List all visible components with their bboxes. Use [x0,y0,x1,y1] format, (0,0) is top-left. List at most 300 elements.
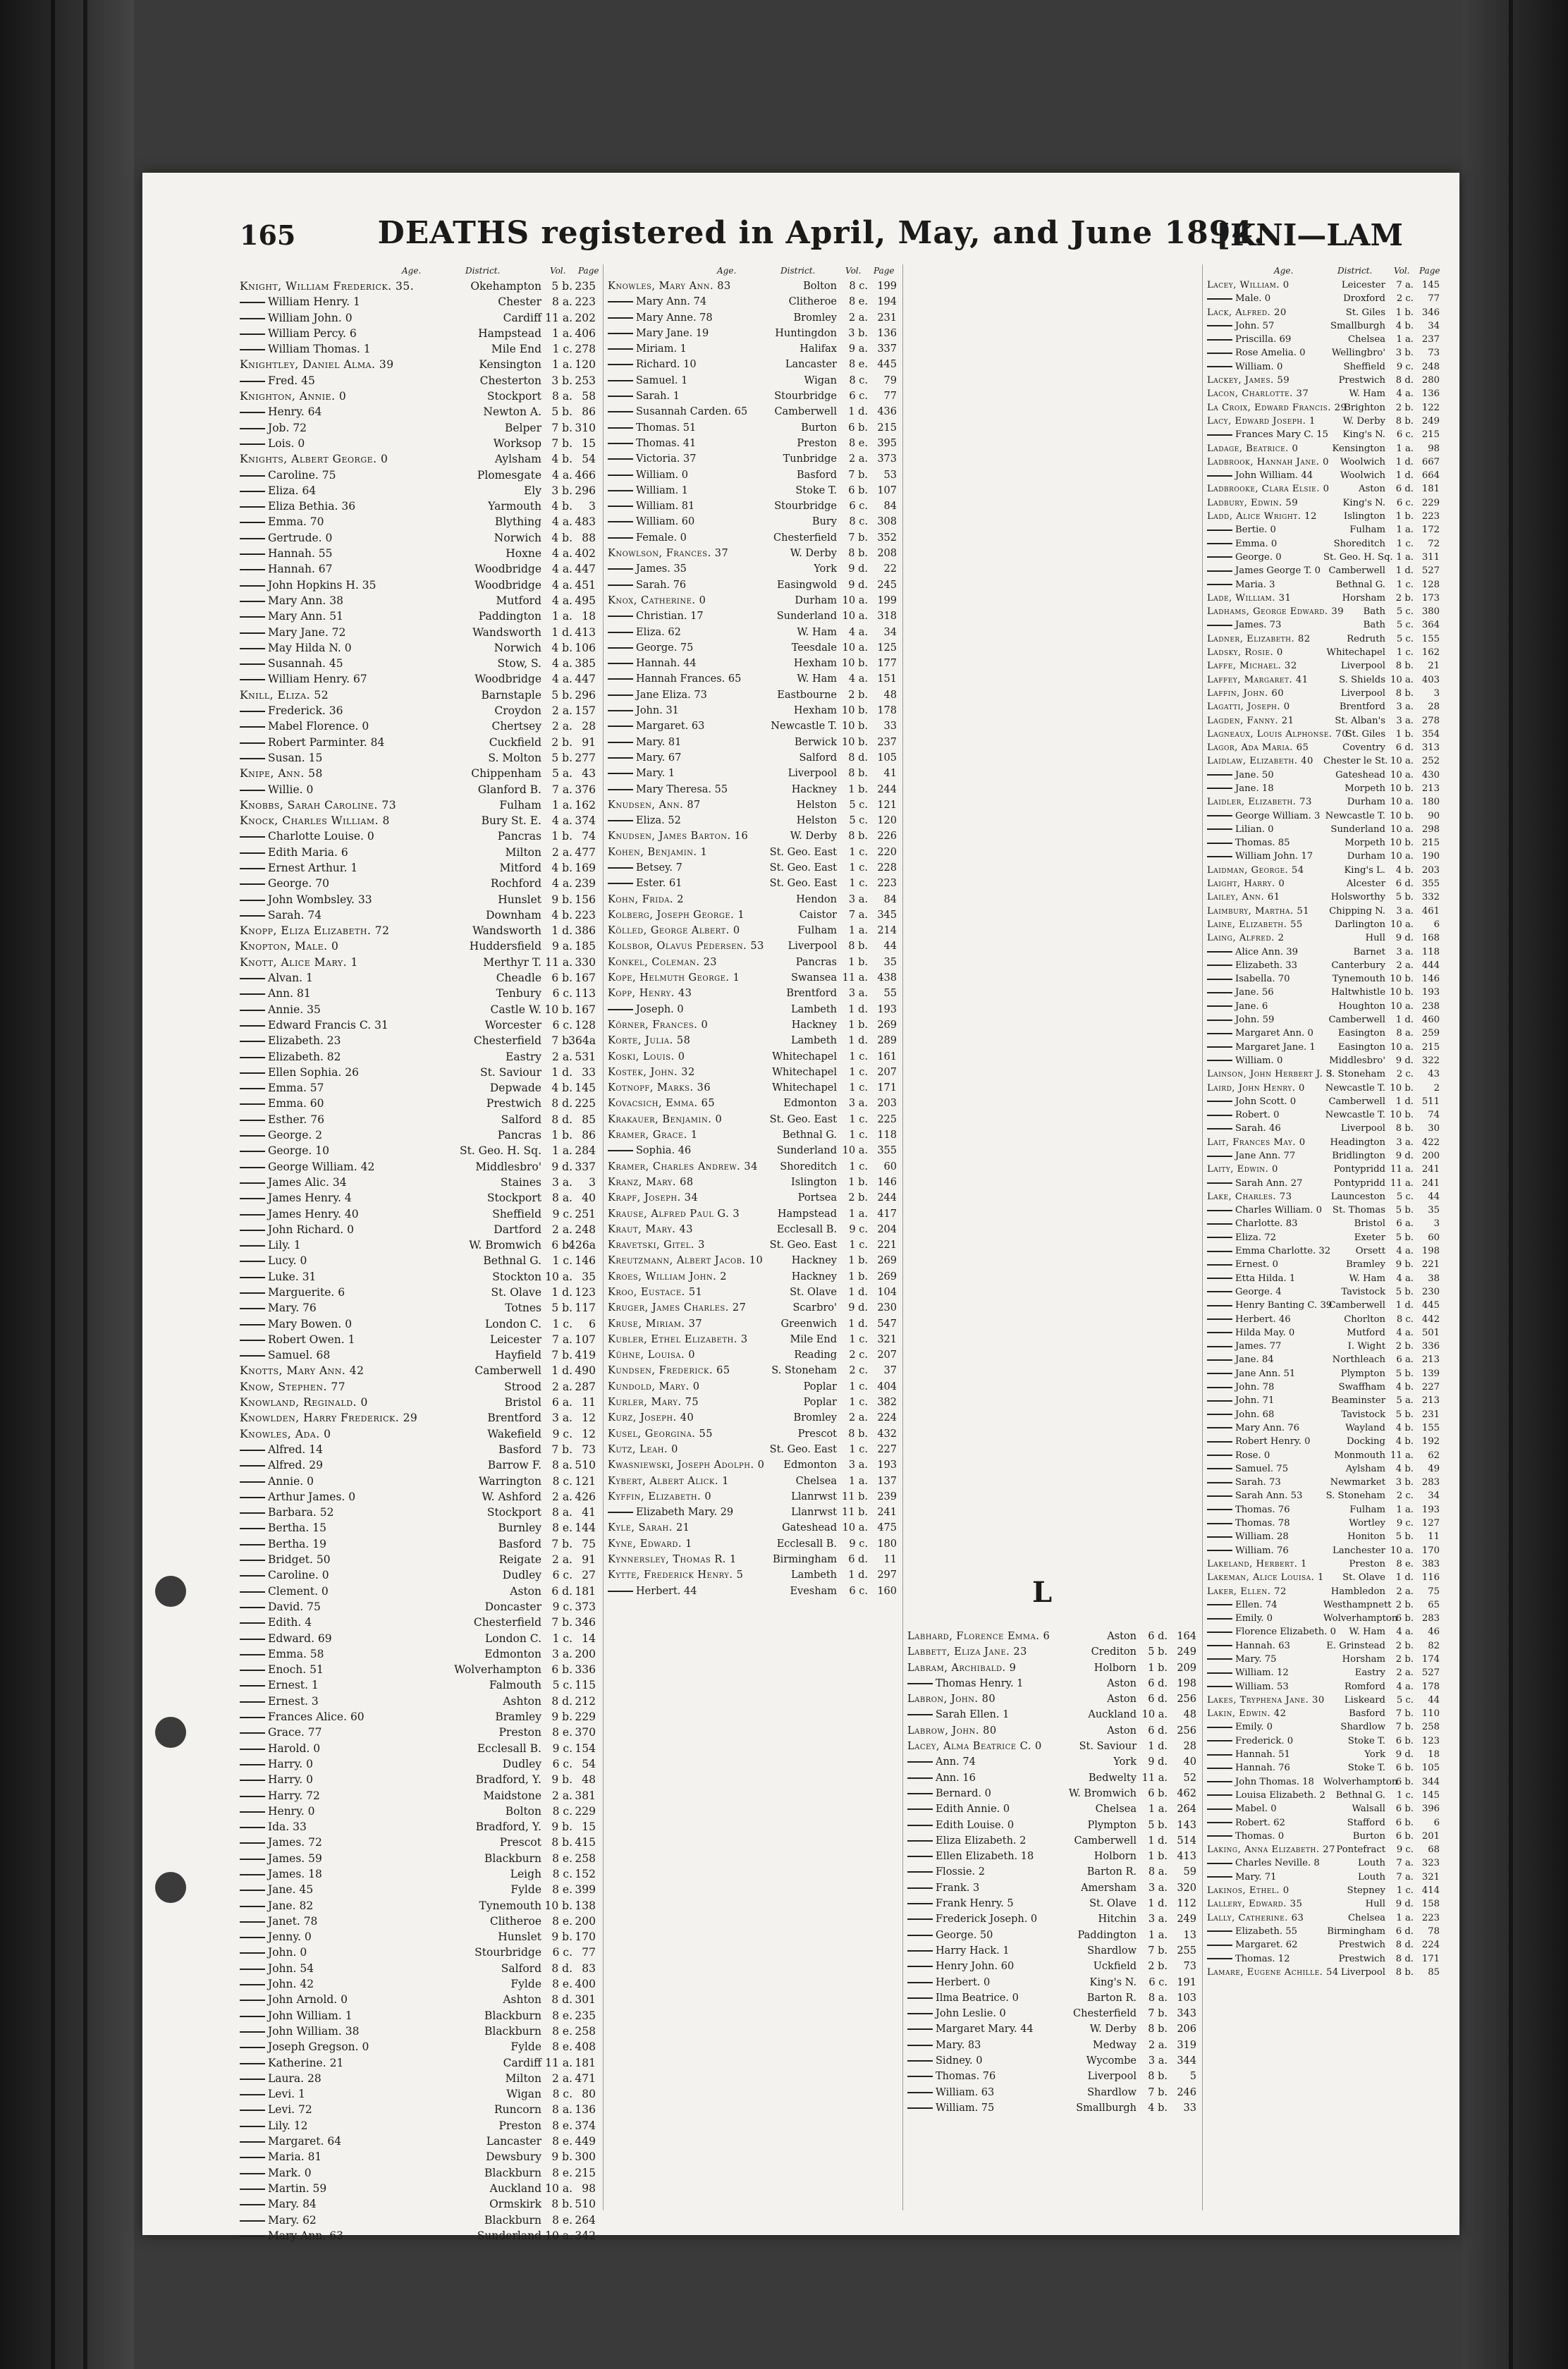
entry-district: Edmonton [783,1098,837,1110]
register-entry [1207,1680,1440,1694]
register-entry [1207,1639,1440,1653]
entry-district: Prestwich [486,1097,541,1110]
register-entry [240,1410,596,1426]
page-header [240,215,1403,255]
ditto-dash [1207,543,1232,544]
entry-district: Birmingham [1327,1926,1385,1937]
entry-name [1207,469,1323,482]
entry-volume: 8 b. [1148,2071,1168,2083]
entry-page: 213 [1421,1354,1440,1366]
register-entry [1207,1707,1440,1720]
ditto-dash [608,427,633,429]
ditto-dash [1207,1115,1232,1116]
ditto-dash [240,883,265,885]
ditto-dash [1207,529,1232,531]
entry-page: 235 [575,2009,596,2022]
entry-page: 181 [1421,484,1440,495]
entry-name-text: Sidney. 0 [936,2055,983,2067]
entry-page: 128 [575,1018,596,1032]
entry-name-text: James. 59 [268,1851,322,1865]
entry-district: Sunderland [1330,824,1385,835]
entry-name [240,2008,451,2024]
entry-page: 2 [1433,1082,1440,1094]
entry-volume: 2 a. [1396,1667,1414,1679]
entry-volume: 9 c. [552,1741,572,1755]
entry-volume: 6 b. [551,1663,572,1677]
register-entry [1207,1748,1440,1761]
entry-page: 462 [1177,1787,1196,1799]
ditto-dash [1207,1373,1232,1374]
entry-name [1207,1299,1333,1312]
entry-volume: 4 b. [1395,1436,1414,1447]
ditto-dash [608,333,633,334]
entry-district: Wandsworth [472,924,541,938]
entry-name-text: Joseph Gregson. 0 [268,2040,369,2054]
register-entry [608,1316,897,1332]
entry-name-text: Ladhams, George Edward. 39 [1207,606,1345,618]
ditto-dash [240,1261,265,1262]
register-entry [240,1945,596,1960]
entry-page: 3 [1433,687,1440,699]
entry-name-text: Kramer, Charles Andrew. 34 [608,1161,758,1173]
entry-district: Hackney [791,1255,837,1267]
entry-name-text: Mary Jane. 72 [268,625,346,639]
register-entry [907,1629,1196,1644]
entry-volume: 10 a. [842,611,868,623]
ditto-dash [1207,1318,1232,1320]
register-entry [608,1285,897,1300]
entry-name [907,1754,1066,1770]
entry-page: 215 [1421,838,1440,849]
entry-name-text: Mary. 75 [1235,1653,1277,1665]
entry-volume: 9 a. [848,343,868,355]
entry-page: 103 [1177,1992,1196,2004]
register-entry [608,986,897,1001]
entry-name-text: Knudsen, Ann. 87 [608,799,701,811]
entry-page: 11 [582,1396,596,1409]
ditto-dash [240,915,265,917]
ditto-dash [240,679,265,680]
entry-name-text: Lainson, John Herbert J. 3 [1207,1069,1333,1080]
register-entry [1207,374,1440,387]
register-entry [1207,1720,1440,1734]
entry-page: 381 [575,1789,596,1802]
ditto-dash [240,1465,265,1467]
entry-volume: 6 c. [552,1946,572,1959]
entry-district: Camberwell [1328,1300,1385,1311]
ditto-dash [240,1701,265,1703]
register-entry [240,1489,596,1505]
entry-name [240,1159,451,1175]
entry-name-text: John Wombsley. 33 [268,893,372,906]
entry-name-text: Körner, Frances. 0 [608,1019,709,1031]
entry-page: 215 [575,2166,596,2179]
entry-volume: 9 b. [551,893,572,906]
entry-name [1207,278,1323,292]
register-entry [240,845,596,860]
entry-district: Ecclesall B. [477,1741,541,1755]
entry-name [1207,1177,1323,1190]
entry-volume: 9 b. [551,1820,572,1834]
register-entry [907,1723,1196,1739]
entry-name-text: Barbara. 52 [268,1506,334,1519]
entry-district: Auckland [489,2181,541,2195]
entry-page: 510 [575,2198,596,2211]
entry-district: Chesterton [479,374,541,387]
entry-name-text: Kostek, John. 32 [608,1066,695,1078]
register-entry [240,1677,596,1693]
entry-name [240,1772,451,1787]
entry-name-text: Janet. 78 [268,1914,318,1928]
entry-district: Whitechapel [772,1066,837,1078]
entry-name-text: Victoria. 37 [636,453,697,465]
entry-name-text: Fred. 45 [268,374,315,387]
register-entry [1207,1952,1440,1966]
entry-name [608,671,766,687]
entry-district: Bridlington [1332,1151,1385,1161]
entry-district: Stoke T. [1347,1763,1385,1774]
entry-volume: 1 c. [552,1317,572,1330]
entry-district: King's N. [1089,1976,1137,1988]
entry-name-text: James George T. 0 [1235,565,1321,577]
entry-name-text: Lois. 0 [268,436,305,450]
entry-name-text: Jane. 6 [1235,1000,1268,1012]
entry-name-text: Lakinos, Ethel. 0 [1207,1885,1290,1897]
register-entry [1207,1258,1440,1271]
entry-name [240,436,451,451]
entry-page: 84 [883,893,897,905]
ditto-dash [907,2060,933,2062]
entry-name-text: Sarah Ann. 27 [1235,1177,1303,1189]
entry-page: 238 [1421,1000,1440,1012]
entry-name-text: Lakes, Tryphena Jane. 30 [1207,1694,1325,1706]
register-entry [240,828,596,844]
entry-district: Birmingham [773,1554,837,1566]
register-entry [1207,346,1440,360]
entry-page: 547 [877,1318,897,1330]
ditto-dash [1207,1754,1232,1756]
entry-district: Norwich [494,531,541,544]
entry-volume: 6 d. [1395,484,1414,495]
entry-volume: 6 b. [848,484,868,496]
ditto-dash [1207,1604,1232,1605]
register-entry [1207,700,1440,714]
entry-name-text: Herbert. 0 [936,1976,991,1988]
entry-volume: 11 a. [1390,1177,1414,1189]
entry-page: 115 [575,1679,596,1692]
entry-name [240,1819,451,1835]
entry-name-text: Thomas. 12 [1235,1953,1290,1964]
register-entry [1207,1789,1440,1802]
entry-name [240,2149,451,2165]
entry-page: 34 [1428,320,1440,331]
entry-volume: 1 d. [1148,1898,1168,1910]
ditto-dash [240,1654,265,1655]
register-entry [1207,1122,1440,1135]
entry-volume: 8 e. [552,2119,572,2132]
entry-page: 146 [575,1254,596,1268]
entry-name [1207,564,1323,577]
register-entry [1207,1557,1440,1571]
entry-name-text: Lait, Frances May. 0 [1207,1137,1306,1148]
entry-district: Exeter [1354,1232,1385,1243]
register-entry [240,1646,596,1662]
ditto-dash [608,757,633,759]
entry-page: 90 [1428,810,1440,821]
entry-district: Mile End [491,343,541,356]
entry-name [608,860,766,876]
entry-district: Horsham [1342,1653,1385,1665]
entry-name [608,1017,766,1033]
entry-name [1207,1775,1323,1789]
entry-name-text: Lackey, James. 59 [1207,375,1290,386]
column-heading-vol: Vol. [1394,266,1410,276]
entry-name-text: Laidler, Elizabeth. 73 [1207,797,1312,808]
entry-page: 264 [575,2213,596,2227]
ditto-dash [240,2220,265,2222]
ditto-dash [240,1544,265,1545]
entry-district: Cheadle [496,972,541,985]
register-entry [608,892,897,907]
entry-name-text: Bertha. 15 [268,1522,327,1535]
entry-district: Pancras [497,1129,541,1142]
entry-district: Hendon [796,893,837,905]
ditto-dash [608,678,633,680]
register-entry [1207,1598,1440,1612]
entry-district: S. Stoneham [771,1365,837,1377]
entry-page: 98 [1428,443,1440,454]
entry-district: Kensington [1332,443,1385,454]
entry-district: Paddington [478,610,541,623]
entry-name [240,498,451,514]
register-entry [240,483,596,498]
entry-page: 527 [1421,1667,1440,1679]
entry-page: 419 [575,1349,596,1362]
entry-volume: 9 d. [848,579,868,591]
entry-name-text: George. 10 [268,1144,329,1158]
entry-page: 426a [568,1239,596,1252]
entry-volume: 1 a. [1396,1912,1414,1923]
entry-name-text: William Thomas. 1 [268,343,371,356]
entry-page: 364a [568,1034,596,1048]
entry-name-text: Knill, Eliza. 52 [240,688,329,702]
entry-volume: 10 a. [1390,1041,1414,1053]
ditto-dash [608,742,633,743]
entry-name-text: John. 71 [1235,1395,1275,1407]
entry-name-text: Jane Ann. 51 [1235,1368,1296,1379]
entry-district: Lancaster [486,2135,541,2148]
entry-name [240,782,451,797]
entry-name-text: Thomas. 76 [936,2071,996,2083]
register-entry [1207,428,1440,441]
entry-district: Milton [505,845,541,859]
register-entry [240,357,596,372]
entry-district: St. Geo. East [769,846,837,858]
entry-page: 404 [877,1381,897,1392]
entry-name-text: James. 35 [636,563,687,575]
entry-volume: 10 b. [544,1003,572,1016]
entry-district: Pancras [795,956,837,968]
entry-page: 373 [877,453,897,465]
entry-page: 54 [582,453,596,466]
entry-name-text: Mary. 81 [636,736,682,748]
entry-volume: 5 c. [1396,1191,1414,1202]
register-entry [608,876,897,891]
entry-name [1207,659,1323,673]
entry-page: 6 [1433,919,1440,930]
entry-page: 122 [1421,402,1440,413]
entry-name [240,1332,451,1347]
entry-volume: 7 b. [551,1537,572,1550]
entry-name [907,1707,1066,1722]
entry-district: York [1364,1749,1385,1761]
entry-district: Sheffield [492,1207,541,1220]
entry-district: Bury [811,516,837,528]
entry-page: 41 [883,768,897,780]
entry-district: Beaminster [1331,1395,1385,1407]
register-entry [1207,1476,1440,1489]
entry-page: 298 [1421,824,1440,835]
register-entry [240,1112,596,1127]
entry-district: Plomesgate [477,468,541,482]
ditto-dash [608,411,633,412]
entry-page: 207 [877,1066,897,1078]
entry-page: 174 [1421,1653,1440,1665]
entry-name [608,923,766,938]
entry-volume: 5 c. [849,799,868,811]
register-entry [240,2039,596,2055]
entry-name-text: John Richard. 0 [268,1223,355,1236]
entry-name [240,703,451,718]
register-entry [1207,482,1440,496]
register-entry [240,1567,596,1583]
ditto-dash [240,2110,265,2111]
entry-page: 65 [1428,1599,1440,1610]
entry-name-text: Jane. 50 [1235,769,1274,781]
entry-page: 214 [877,925,897,937]
ditto-dash [1207,570,1232,572]
entry-page: 157 [575,704,596,718]
entry-page: 127 [1421,1518,1440,1529]
entry-name-text: Susannah. 45 [268,657,343,671]
entry-volume: 8 a. [552,1459,572,1472]
entry-district: Hull [1365,933,1385,944]
entry-district: Fulham [1349,525,1385,536]
entry-volume: 9 d. [848,1302,868,1314]
entry-name-text: Maria. 81 [268,2150,322,2164]
register-entry [1207,333,1440,346]
entry-volume: 10 a. [1390,797,1414,808]
entry-page: 107 [575,1333,596,1346]
entry-volume: 5 b. [551,688,572,702]
entry-name [1207,673,1323,687]
register-entry [608,1080,897,1096]
entry-volume: 11 a. [1390,1164,1414,1175]
entry-name-text: Esther. 76 [268,1113,324,1126]
register-entry [240,1206,596,1222]
ditto-dash [240,2126,265,2127]
entry-name-text: George. 75 [636,642,694,654]
entry-page: 258 [1421,1722,1440,1733]
entry-page: 527 [1421,565,1440,577]
entry-name [608,1112,766,1127]
entry-volume: 7 b. [1148,2008,1168,2020]
entry-page: 86 [582,1129,596,1142]
ditto-dash [1207,815,1232,816]
entry-district: Liverpool [788,941,837,953]
entry-district: Poplar [803,1381,837,1392]
entry-district: St. Geo. East [769,862,837,874]
ditto-dash [907,1808,933,1810]
entry-district: Camberwell [474,1364,541,1378]
entry-name-text: Kope, Helmuth George. 1 [608,972,740,984]
entry-volume: 8 b. [848,831,868,843]
register-entry [608,1096,897,1111]
entry-volume: 2 a. [552,1490,572,1503]
column-heading-age: Age. [402,266,422,276]
entry-name [907,2038,1066,2053]
entry-district: Leicester [489,1333,541,1346]
entry-name [1207,1313,1323,1326]
entry-volume: 8 e. [552,2166,572,2179]
entry-volume: 5 c. [1396,1694,1414,1706]
entry-district: Bedwelty [1088,1772,1137,1784]
register-entry [907,1975,1196,1990]
entry-name [1207,1421,1323,1435]
entry-page: 417 [877,1208,897,1220]
entry-name-text: Knowles, Mary Ann. 83 [608,281,731,292]
entry-name-text: Ladner, Elizabeth. 82 [1207,633,1311,644]
entry-district: Woodbridge [474,673,541,686]
entry-name [1207,1911,1323,1925]
register-entry [907,1990,1196,2006]
entry-volume: 10 b. [1390,987,1414,998]
entry-name-text: Thomas. 76 [1235,1504,1290,1515]
register-entry [240,1725,596,1740]
register-entry [608,1269,897,1285]
entry-volume: 5 c. [1396,620,1414,631]
entry-name [907,1786,1066,1801]
entry-name [240,1599,451,1615]
entry-page: 98 [582,2181,596,2195]
entry-page: 301 [575,1993,596,2007]
entry-name-text: William. 0 [1235,361,1283,372]
register-entry [1207,578,1440,592]
ditto-dash [240,1811,265,1813]
entry-district: Belper [504,421,541,434]
entry-district: W. Ham [1349,388,1385,400]
entry-name [1207,741,1323,754]
entry-page: 241 [877,1507,897,1519]
entry-page: 144 [575,1522,596,1535]
ditto-dash [240,2157,265,2158]
entry-page: 413 [1177,1851,1196,1863]
entry-name-text: William. 76 [1235,1545,1289,1556]
register-entry [1207,1517,1440,1530]
entry-name-text: Mary. 84 [268,2198,317,2211]
register-entry [240,2196,596,2212]
entry-name [1207,632,1323,646]
entry-name-text: Knox, Catherine. 0 [608,594,706,606]
entry-page: 154 [575,1741,596,1755]
entry-name [240,828,451,844]
entry-district: Brentford [1339,702,1385,713]
entry-page: 41 [582,1506,596,1519]
entry-district: Camberwell [774,406,837,418]
entry-name-text: Knowlden, Harry Frederick. 29 [240,1412,418,1425]
entry-name [608,955,766,970]
entry-name [240,2071,451,2086]
